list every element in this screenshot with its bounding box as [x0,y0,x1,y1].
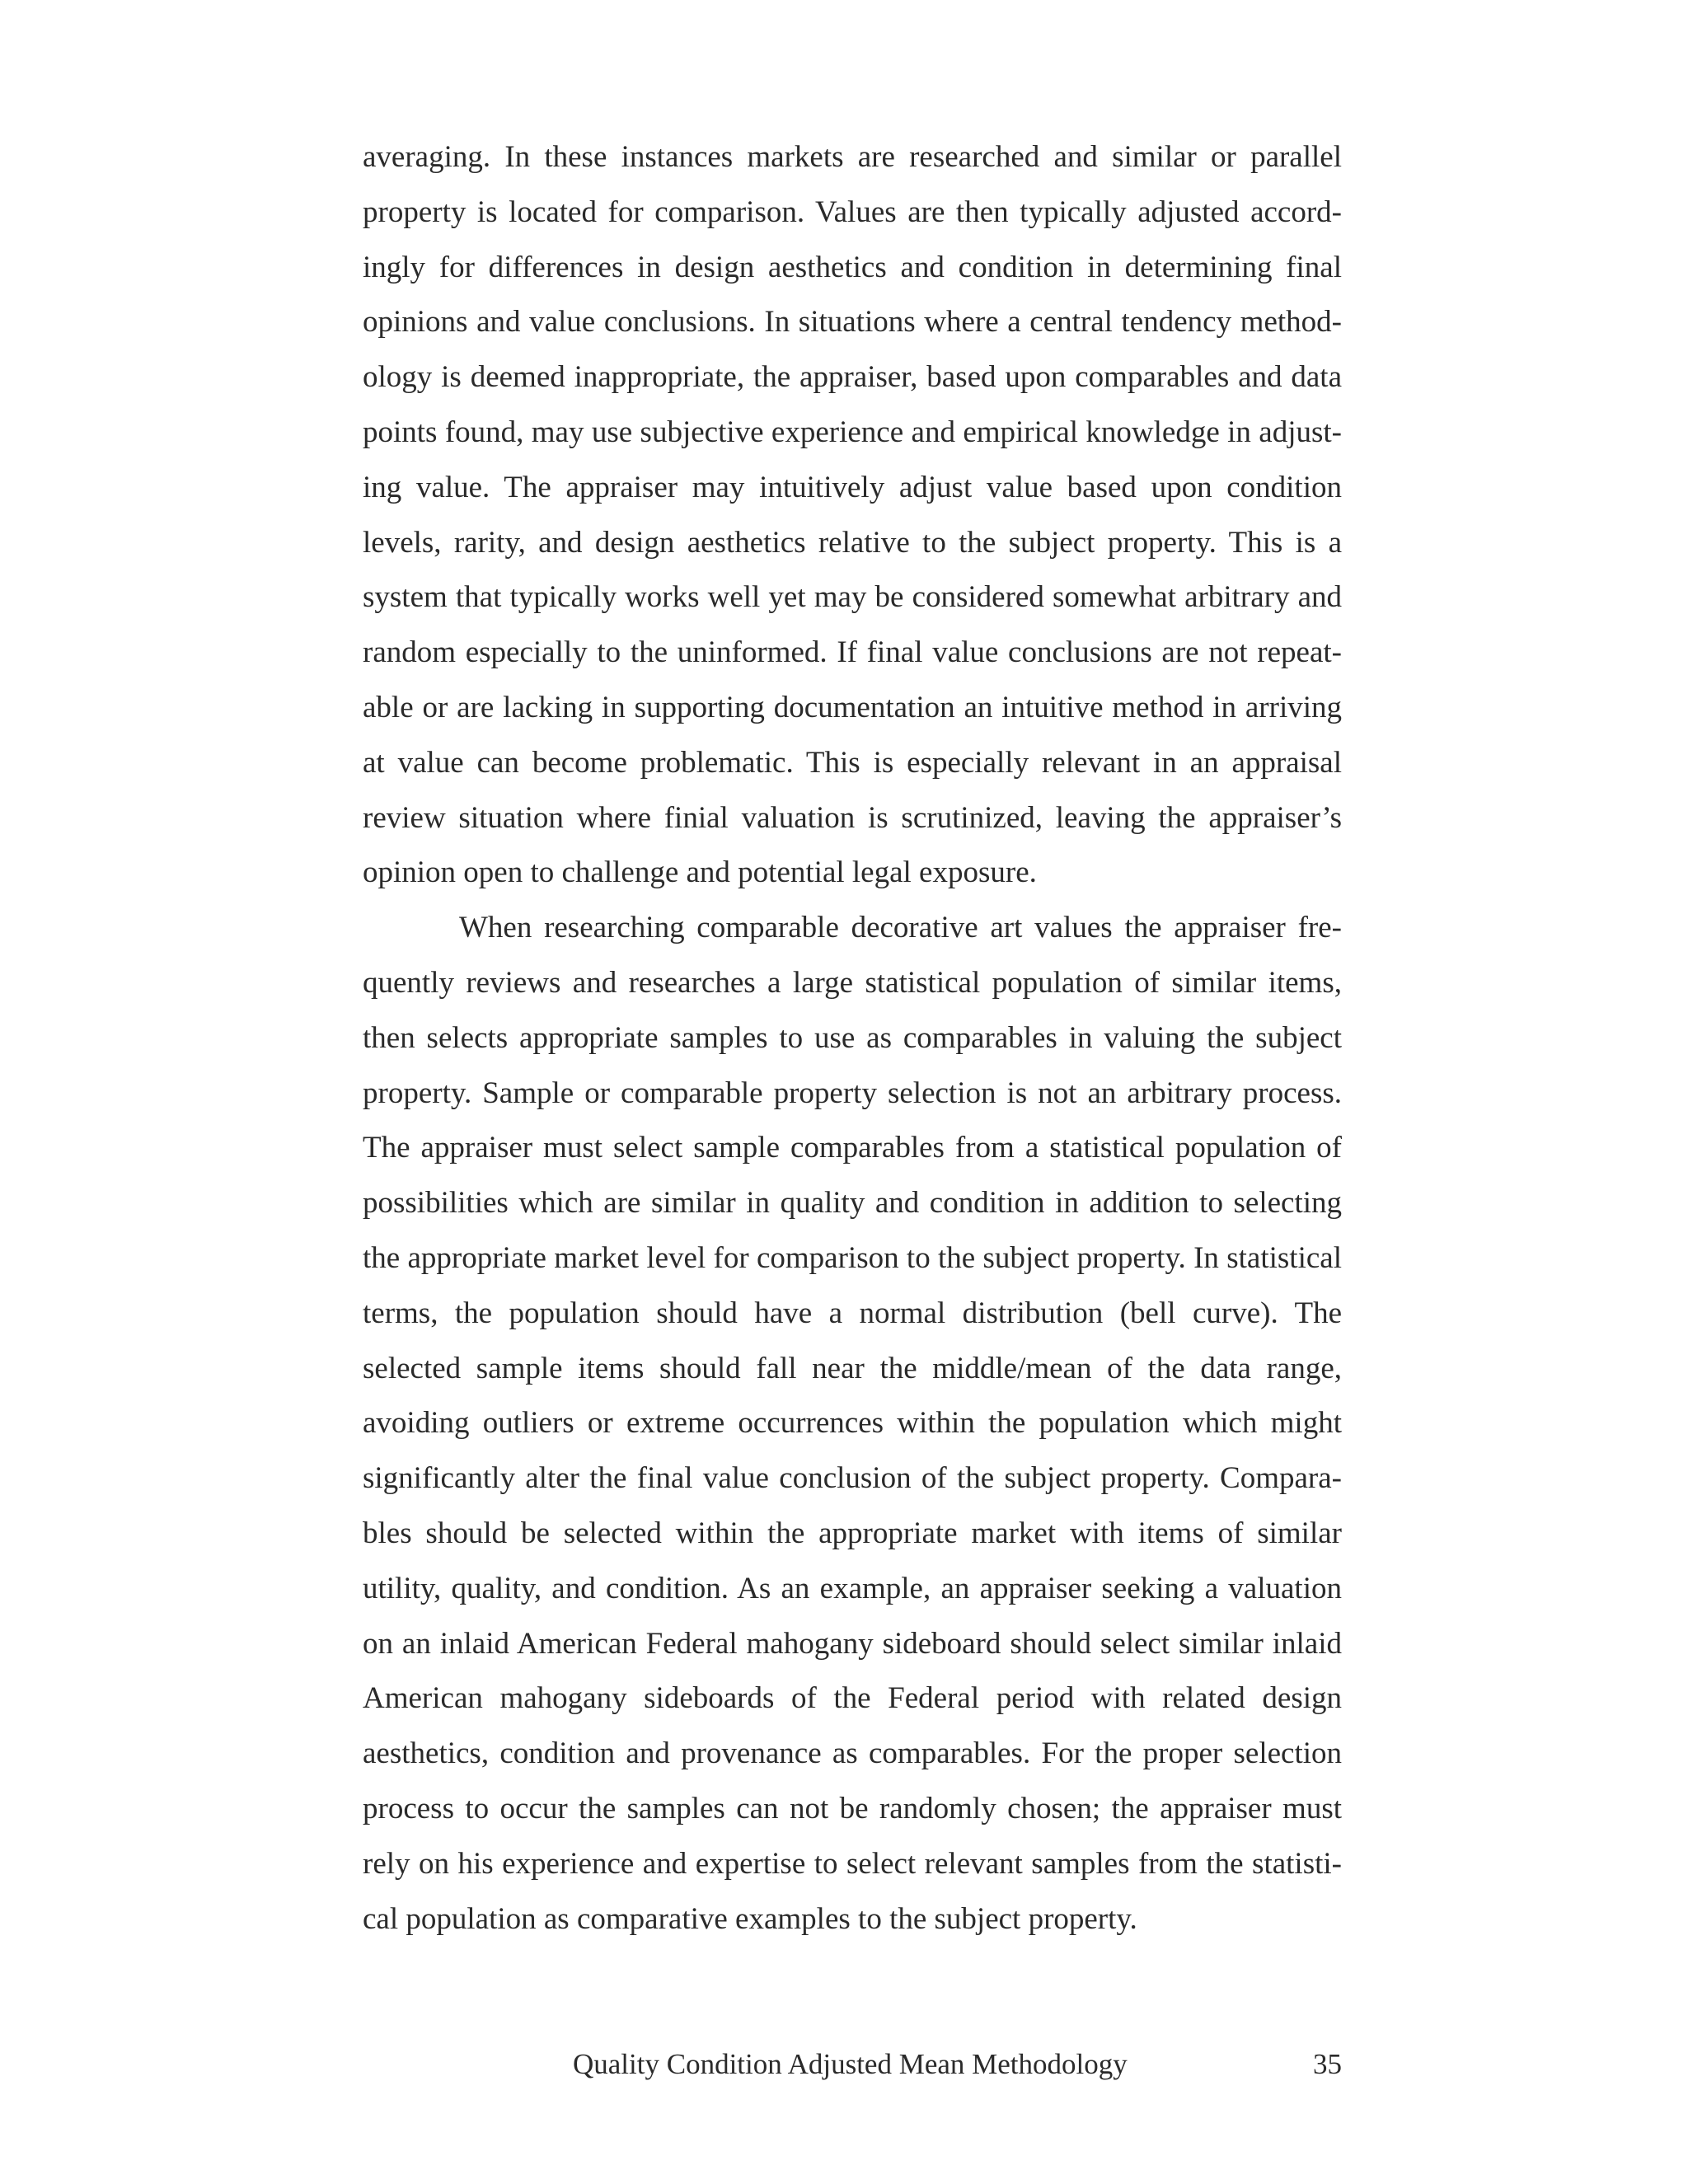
running-title: Quality Condition Adjusted Mean Methodology [573,2048,1128,2080]
page-footer [363,2044,1342,2085]
page-number: 35 [1313,2048,1342,2080]
paragraph-2: When researching comparable decorative art values the appraiser frequently reviews and researches a large statistical population of similar items, then selects appropriate samples to use as comparables in valuing the subject property. Sample or comparable property selection is not an arbitrary process. The appraiser must select sample comparables from a statistical population of possibilities which are similar in quality and condition in addition to selecting the appropriate market level for comparison to the subject property. In statistical terms, the population should have a normal distribution (bell curve). The selected sample items should fall near the middle/mean of the data range, avoiding outliers or extreme occurrences within the population which might significantly alter the final value conclusion of the subject property. Comparables should be selected within the appropriate market with items of similar utility, quality, and condition. As an example, an appraiser seeking a valuation on an inlaid American Federal mahogany sideboard should select similar inlaid American mahogany sideboards of the Federal period with related design aesthetics, condition and provenance as comparables. For the proper selection process to occur the samples can not be randomly chosen; the appraiser must rely on his experience and expertise to select relevant samples from the statistical population as comparative examples to the subject property. [363,911,1342,1936]
body-text [363,130,1342,1947]
paragraph-1: averaging. In these instances markets are researched and similar or parallel property is located for comparison. Values are then typically adjusted accordingly for differences in design aesthetics and condition in determining final opinions and value conclusions. In situations where a central tendency methodology is deemed inappropriate, the appraiser, based upon comparables and data points found, may use subjective experience and empirical knowledge in adjusting value. The appraiser may intuitively adjust value based upon condition levels, rarity, and design aesthetics relative to the subject property. This is a system that typically works well yet may be considered somewhat arbitrary and random especially to the uninformed. If final value conclusions are not repeatable or are lacking in supporting documentation an intuitive method in arriving at value can become problematic. This is especially relevant in an appraisal review situation where finial valuation is scrutinized, leaving the appraiser’s opinion open to challenge and potential legal exposure. [363,140,1342,890]
